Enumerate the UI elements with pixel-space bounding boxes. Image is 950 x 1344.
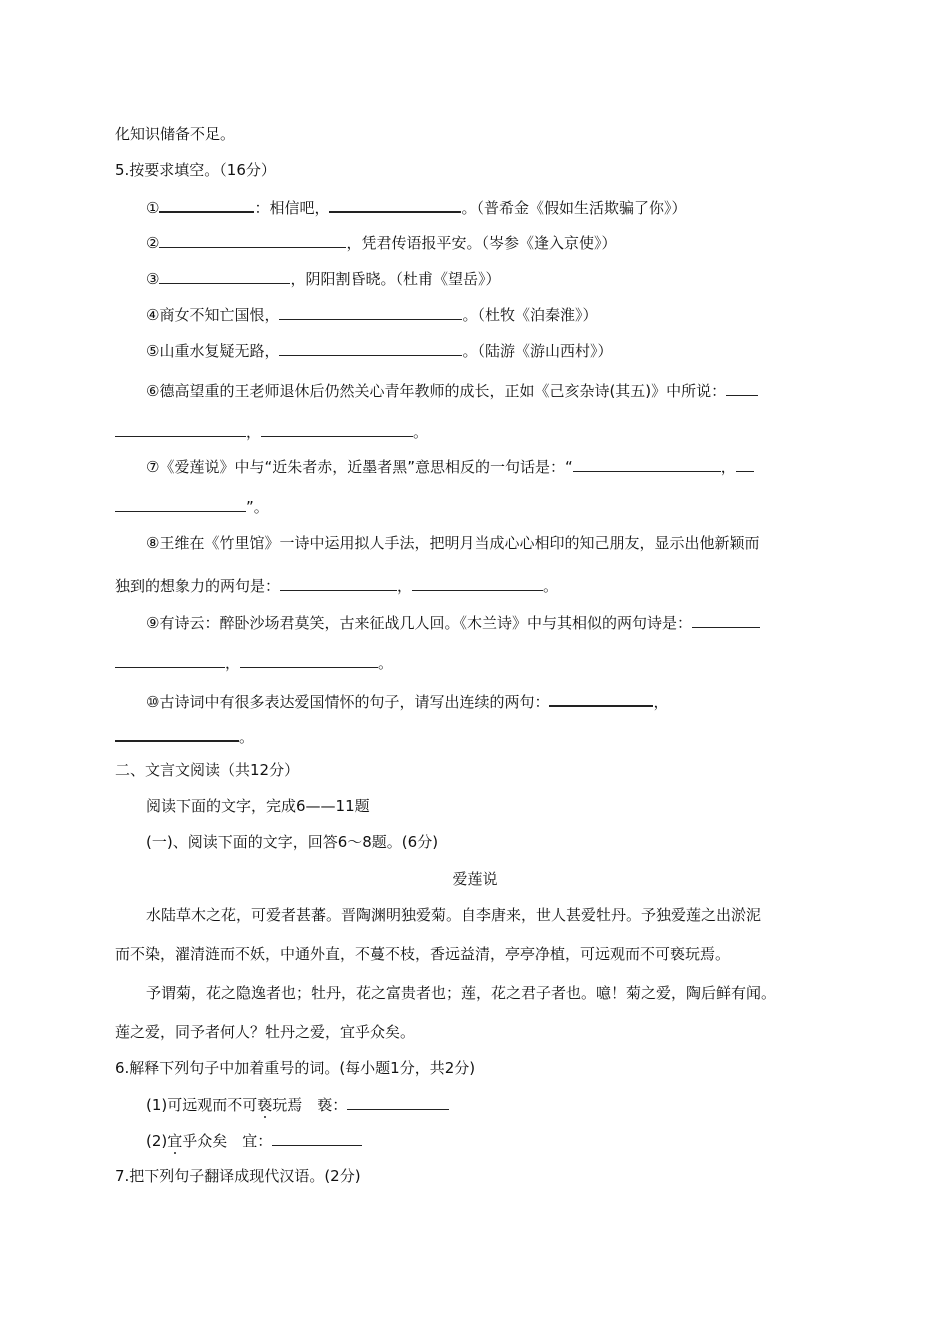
- passage-paragraph-1-cont: 而不染，濯清涟而不妖，中通外直，不蔓不枝，香远益清，亭亭净植，可远观而不可亵玩焉。: [115, 945, 731, 963]
- comma: ，: [653, 693, 669, 711]
- section-2-instruction: 阅读下面的文字，完成6——11题: [146, 797, 370, 815]
- answer-blank[interactable]: [115, 496, 246, 512]
- answer-blank[interactable]: [736, 456, 754, 472]
- item-text: ⑤山重水复疑无路，: [146, 342, 280, 360]
- answer-blank[interactable]: [240, 652, 378, 668]
- answer-blank[interactable]: [279, 340, 462, 356]
- answer-blank[interactable]: [412, 575, 543, 591]
- item-text: ⑩古诗词中有很多表达爱国情怀的句子，请写出连续的两句：: [146, 693, 550, 711]
- answer-blank[interactable]: [549, 690, 653, 707]
- q5-item-6-line2: [115, 421, 428, 442]
- question-5-title: 5.按要求填空。（16分）: [115, 161, 276, 179]
- q5-item-9: [146, 612, 760, 633]
- answer-blank[interactable]: [115, 652, 225, 668]
- item-text: ，凭君传语报平安。（岑参《逢入京使》）: [346, 234, 617, 252]
- item-number: ①: [146, 199, 160, 217]
- comma: ，: [397, 577, 413, 595]
- period: 。: [239, 728, 255, 746]
- answer-blank[interactable]: [347, 1094, 449, 1110]
- q6-item-2: [146, 1130, 362, 1151]
- period: 。: [378, 654, 394, 672]
- answer-blank[interactable]: [279, 304, 462, 320]
- answer-blank[interactable]: [159, 196, 254, 213]
- q5-item-7-line2: [115, 496, 269, 517]
- item-number: ③: [146, 270, 160, 288]
- passage-paragraph-2-cont: 莲之爱，同予者何人？牡丹之爱，宜乎众矣。: [115, 1023, 416, 1041]
- period: 。: [413, 423, 429, 441]
- item-text: 独到的想象力的两句是：: [115, 577, 281, 595]
- answer-blank[interactable]: [159, 232, 346, 248]
- q5-item-8-line2: [115, 575, 558, 596]
- question-6-title: 6.解释下列句子中加着重号的词。(每小题1分，共2分): [115, 1059, 476, 1077]
- q5-item-9-line2: [115, 652, 393, 673]
- answer-blank[interactable]: [115, 725, 239, 742]
- q5-item-10-line2: [115, 725, 254, 747]
- item-source: 。（普希金《假如生活欺骗了你》）: [461, 199, 687, 217]
- item-text: ，阴阳割昏晓。（杜甫《望岳》）: [290, 270, 501, 288]
- emphasis-word: 宜: [167, 1132, 183, 1150]
- item-text: (1)可远观而不可: [146, 1096, 258, 1114]
- answer-blank[interactable]: [329, 196, 461, 213]
- item-number: ②: [146, 234, 160, 252]
- period: 。: [543, 577, 559, 595]
- answer-blank[interactable]: [573, 456, 721, 472]
- q5-item-5: [146, 340, 612, 361]
- q5-item-3: [146, 268, 500, 289]
- item-text: (2): [146, 1132, 168, 1150]
- q5-item-10: [146, 690, 668, 712]
- comma: ，: [720, 458, 736, 476]
- item-source: 。（陆游《游山西村》）: [462, 342, 613, 360]
- item-text: ：相信吧，: [254, 199, 330, 217]
- item-text: ⑦《爱莲说》中与“近朱者赤，近墨者黑”意思相反的一句话是：“: [146, 458, 573, 476]
- answer-blank[interactable]: [159, 268, 290, 284]
- q6-item-1: [146, 1094, 449, 1115]
- emphasis-word: 亵: [257, 1096, 273, 1114]
- passage-title: 爱莲说: [452, 870, 498, 888]
- section-2-title: 二、文言文阅读（共12分）: [115, 761, 300, 779]
- comma: ，: [246, 423, 262, 441]
- comma: ，: [225, 654, 241, 672]
- q5-item-7: [146, 456, 754, 477]
- answer-blank[interactable]: [692, 612, 760, 628]
- continued-text: 化知识储备不足。: [115, 125, 236, 143]
- answer-blank[interactable]: [280, 575, 397, 591]
- answer-blank[interactable]: [272, 1130, 362, 1146]
- q5-item-1: [146, 196, 686, 218]
- item-text: 乎众矣 宜：: [182, 1132, 273, 1150]
- item-source: 。（杜牧《泊秦淮》）: [462, 306, 598, 324]
- answer-blank[interactable]: [726, 380, 758, 396]
- item-text: ⑨有诗云：醉卧沙场君莫笑，古来征战几人回。《木兰诗》中与其相似的两句诗是：: [146, 614, 692, 632]
- subsection-1-title: (一)、阅读下面的文字，回答6～8题。(6分): [146, 833, 439, 851]
- q5-item-8: ⑧王维在《竹里馆》一诗中运用拟人手法，把明月当成心心相印的知己朋友，显示出他新颖而: [146, 534, 760, 552]
- q5-item-6: [146, 380, 758, 401]
- item-text: 玩焉 亵：: [272, 1096, 348, 1114]
- item-text: ⑥德高望重的王老师退休后仍然关心青年教师的成长，正如《己亥杂诗(其五)》中所说：: [146, 382, 727, 400]
- q5-item-2: [146, 232, 616, 253]
- item-text: ④商女不知亡国恨，: [146, 306, 280, 324]
- passage-paragraph-1: 水陆草木之花，可爱者甚蕃。晋陶渊明独爱菊。自李唐来，世人甚爱牡丹。予独爱莲之出淤泥: [146, 906, 762, 924]
- passage-paragraph-2: 予谓菊，花之隐逸者也；牡丹，花之富贵者也；莲，花之君子者也。噫！菊之爱，陶后鲜有闻。: [146, 984, 777, 1002]
- q5-item-4: [146, 304, 597, 325]
- quote-close: ”。: [246, 498, 269, 516]
- question-7-title: 7.把下列句子翻译成现代汉语。(2分): [115, 1167, 361, 1185]
- answer-blank[interactable]: [261, 421, 413, 437]
- answer-blank[interactable]: [115, 421, 246, 437]
